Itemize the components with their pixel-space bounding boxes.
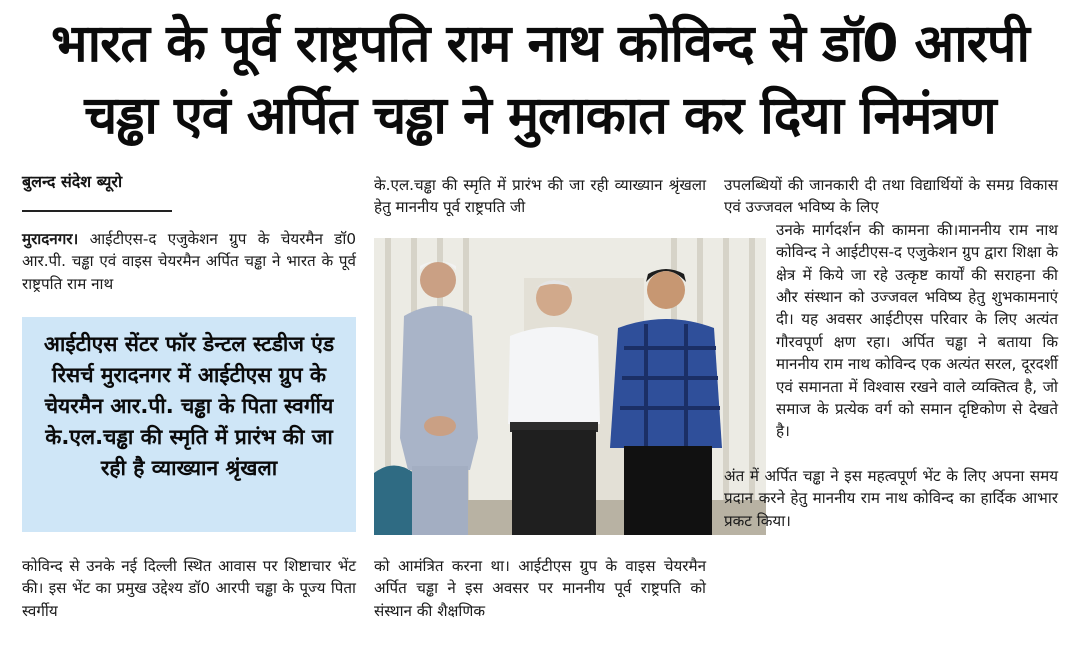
news-photo-illustration <box>374 238 766 535</box>
article-text: उनके मार्गदर्शन की कामना की।माननीय राम नाथ कोविन्द ने आईटीएस-द एजुकेशन ग्रुप द्वारा शिक्षा के क्षेत्र में किये जा रहे उत्कृष्ट कार्यों की सराहना की और संस्थान को उज्जवल भविष्य हेतु शुभकामनाएं दी। यह अवसर आईटीएस परिवार के लिए अत्यंत गौरवपूर्ण क्षण रहा। अर्पित चड्ढा ने बताया कि माननीय राम नाथ कोविन्द एक अत्यंत सरल, दूरदर्शी एवं समानता में विश्वास रखने वाले व्यक्तित्व है, जो समाज के प्रत्येक वर्ग को समान दृष्टिकोण से देखते है। <box>776 220 1058 441</box>
news-photo <box>374 238 766 535</box>
article-column-2-bottom <box>374 555 706 622</box>
byline-rule <box>22 210 172 212</box>
article-column-1-bottom <box>22 555 356 622</box>
article-column-2-top <box>374 174 706 219</box>
headline-line-2: चड्ढा एवं अर्पित चड्ढा ने मुलाकात कर दिया निमंत्रण <box>84 86 996 146</box>
byline: बुलन्द संदेश ब्यूरो <box>22 172 123 191</box>
dateline: मुरादनगर। <box>22 230 79 248</box>
article-text: अंत में अर्पित चड्ढा ने इस महत्वपूर्ण भेंट के लिए अपना समय प्रदान करने हेतु माननीय राम नाथ कोविन्द का हार्दिक आभार प्रकट किया। <box>724 466 1058 530</box>
article-column-3 <box>724 174 1058 532</box>
article-text: के.एल.चड्ढा की स्मृति में प्रारंभ की जा रही व्याख्यान श्रृंखला हेतु माननीय पूर्व राष्ट्रपति जी <box>374 176 706 217</box>
article-text: कोविन्द से उनके नई दिल्ली स्थित आवास पर शिष्टाचार भेंट की। इस भेंट का प्रमुख उद्देश्य डॉ0 आरपी चड्ढा के पूज्य पिता स्वर्गीय <box>22 557 356 620</box>
article-text: उपलब्धियों की जानकारी दी तथा विद्यार्थियों के समग्र विकास एवं उज्जवल भविष्य के लिए <box>724 176 1058 217</box>
article-text: को आमंत्रित करना था। आईटीएस ग्रुप के वाइस चेयरमैन अर्पित चड्ढा ने इस अवसर पर माननीय पूर्व राष्ट्रपति को संस्थान की शैक्षणिक <box>374 557 706 620</box>
pull-quote-box <box>22 317 356 532</box>
article-column-1-top <box>22 228 356 295</box>
pull-quote-text: आईटीएस सेंटर फॉर डेन्टल स्टडीज एंड रिसर्च मुरादनगर में आईटीएस ग्रुप के चेयरमैन आर.पी. चड्ढा के पिता स्वर्गीय के.एल.चड्ढा की स्मृति में प्रारंभ की जा रही है व्याख्यान श्रृंखला <box>43 332 335 480</box>
article-text: आईटीएस-द एजुकेशन ग्रुप के चेयरमैन डॉ0 आर.पी. चड्ढा एवं वाइस चेयरमैन अर्पित चड्ढा ने भारत के पूर्व राष्ट्रपति राम नाथ <box>22 230 356 293</box>
headline-line-1: भारत के पूर्व राष्ट्रपति राम नाथ कोविन्द से डॉ0 आरपी <box>51 14 1029 74</box>
